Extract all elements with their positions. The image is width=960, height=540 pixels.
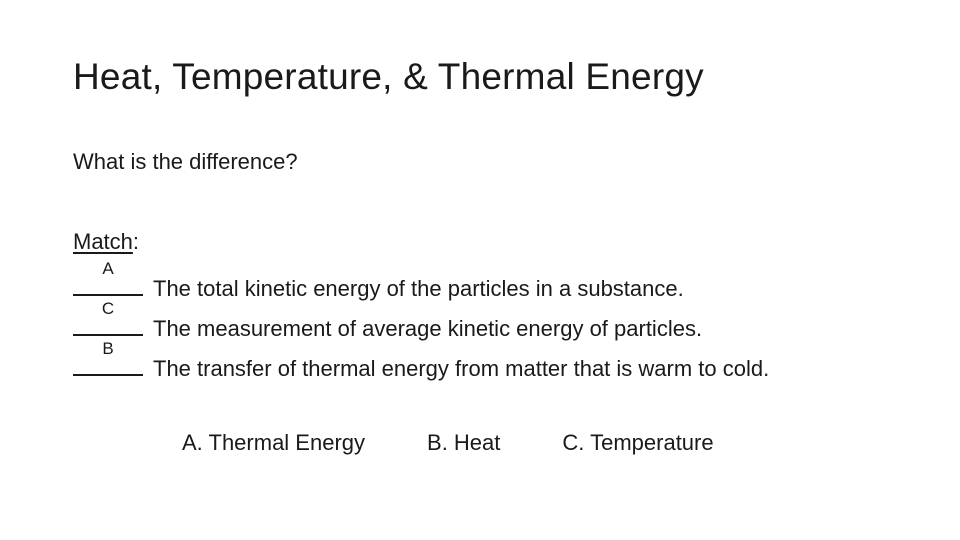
match-heading <box>73 229 139 255</box>
choice-thermal-energy: A. Thermal Energy <box>182 430 366 455</box>
answer-blank <box>73 339 143 376</box>
slide-title: Heat, Temperature, & Thermal Energy <box>73 56 704 97</box>
item-text: The total kinetic energy of the particles in a substance. <box>153 276 684 301</box>
match-label: Match <box>73 229 133 254</box>
match-colon: : <box>132 229 140 254</box>
match-item <box>73 339 770 388</box>
match-item <box>73 259 769 308</box>
answer-letter: A <box>102 259 114 278</box>
match-item <box>73 299 769 348</box>
item-text: The transfer of thermal energy from matter that is warm to cold. <box>153 356 770 381</box>
choice-heat: B. Heat <box>427 430 501 455</box>
subtitle: What is the difference? <box>73 149 298 174</box>
answer-choices <box>182 430 714 456</box>
choice-temperature: C. Temperature <box>562 430 714 455</box>
item-text: The measurement of average kinetic energy of particles. <box>153 316 703 341</box>
answer-blank <box>73 259 143 296</box>
match-item-list <box>73 259 770 388</box>
answer-letter: B <box>102 339 114 358</box>
answer-blank <box>73 299 143 336</box>
answer-letter: C <box>101 299 115 318</box>
